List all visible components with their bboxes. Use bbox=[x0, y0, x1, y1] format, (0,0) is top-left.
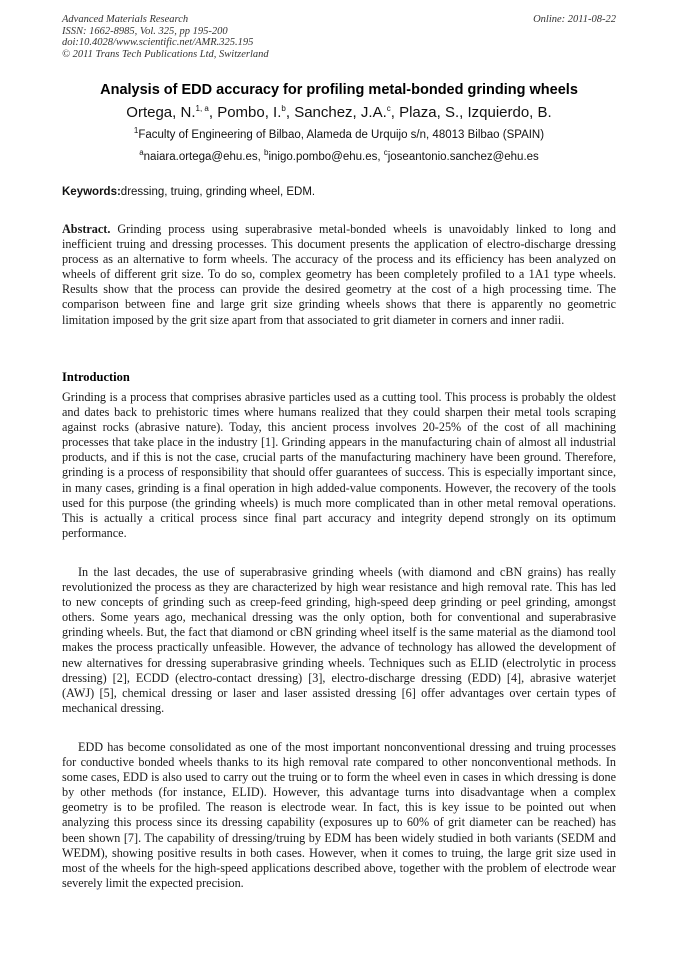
email-address: naiara.ortega@ehu.es bbox=[143, 151, 258, 163]
author-sup: c bbox=[386, 104, 391, 113]
author-name: Sanchez, J.A. bbox=[294, 104, 387, 121]
abstract bbox=[62, 222, 616, 328]
author-emails: $^a$naiara.ortega@ehu.es, $^b$inigo.pombo@ehu.es, $^c$joseantonio.sanchez@ehu.es bbox=[139, 148, 539, 163]
author-name: Plaza, S. bbox=[399, 104, 460, 121]
abstract-text: Grinding process using superabrasive metal-bonded wheels is unavoidably linked to long and inefficient truing and dressing processes. This document presents the application of electro-discharge dressing process as an alternative to form wheels. The accuracy of the process and its efficiency has been analyzed on wheels of different grit size. To do so, complex geometry has been completely profiled to a 1A1 type wheels. Results show that the process can provide the desired geometry at the cost of a high processing time. The comparison between fine and large grit size grinding wheels shows that there is apparently no geometric limitation imposed by the grit size apart from that associated to grit diameter in corners and inner radii. bbox=[62, 222, 617, 327]
author-name: Izquierdo, B. bbox=[467, 104, 552, 121]
intro-paragraph-3: EDD has become consolidated as one of the most important nonconventional dressing and truing processes for conductive bonded wheels thanks to its high removal rate compared to other nonconventional methods. In some cases, EDD is also used to carry out the truing or to form the wheel even in cases in which dressing is done by other methods (for instance, ELID). However, this advantage turns into disadvantage when a complex geometry is to be profiled. The reason is electrode wear. In fact, this is key issue to be pointed out when analyzing this process since its dressing capability (exposures up to 60% of grit diameter can be reached) has been shown [7]. The capability of dressing/truing by EDM has been widely studied in both variants (SEDM and WEDM), showing positive results in both cases. However, when it comes to truing, the large grit size used in most of the wheels for the high-speed applications described above, together with the problem of electrode wear severely limit the expected precision. bbox=[62, 740, 616, 890]
intro-paragraph-1: Grinding is a process that comprises abrasive particles used as a cutting tool. This process is probably the oldest and dates back to prehistoric times where humans realized that they could sharpen their metal tools scraping against rocks (abrasive nature). Today, this ancient process involves 20-25% of the cost of all machining processes that take place in the industry [1]. Grinding appears in the manufacturing chain of almost all industrial products, and if this is not the case, crucial parts of the manufacturing machinery have been ground. Therefore, grinding is a process of responsibility that should offer guarantees of success. This is especially important since, in many cases, grinding is a final operation in high added-value components. However, the recovery of the tools used for this purpose (the grinding wheels) is much more complicated than in other metal removal operations. This is actually a critical process since final part accuracy and integrity depend strongly on its optimum performance. bbox=[62, 390, 616, 540]
journal-info bbox=[62, 14, 269, 60]
email-address: inigo.pombo@ehu.es bbox=[268, 151, 378, 163]
email-address: joseantonio.sanchez@ehu.es bbox=[387, 151, 539, 163]
paper-title: Analysis of EDD accuracy for profiling metal-bonded grinding wheels bbox=[100, 82, 578, 98]
email-sup: c bbox=[383, 148, 388, 158]
author-sup: b bbox=[281, 104, 286, 113]
affiliation-sup: 1 bbox=[133, 126, 139, 136]
issn-line: ISSN: 1662-8985, Vol. 325, pp 195-200 bbox=[62, 25, 228, 37]
abstract-label: Abstract. bbox=[62, 222, 111, 236]
journal-name: Advanced Materials Research bbox=[62, 14, 189, 25]
affiliation bbox=[40, 126, 638, 141]
author-list: Ortega, N.$^{1, a}$, Pombo, I.$^b$, Sanchez, J.A.$^c$, Plaza, S., Izquierdo, B. bbox=[126, 104, 552, 121]
author-sup: 1, a bbox=[195, 104, 209, 113]
author-name: Pombo, I. bbox=[217, 104, 282, 121]
keywords-label: Keywords: bbox=[62, 186, 121, 198]
keywords bbox=[62, 186, 616, 198]
author-name: Ortega, N. bbox=[126, 104, 196, 121]
email-sup: b bbox=[264, 148, 269, 158]
affiliation-text: Faculty of Engineering of Bilbao, Alameda de Urquijo s/n, 48013 Bilbao (SPAIN) bbox=[138, 129, 545, 141]
email-sup: a bbox=[139, 148, 144, 158]
keywords-text: dressing, truing, grinding wheel, EDM. bbox=[120, 186, 316, 198]
copyright-line: © 2011 Trans Tech Publications Ltd, Switzerland bbox=[62, 48, 269, 60]
intro-paragraph-2: In the last decades, the use of superabrasive grinding wheels (with diamond and cBN grains) has really revolutionized the process as they are characterized by high wear resistance and high removal rate. This has led to new concepts of grinding such as creep-feed grinding, high-speed deep grinding or peel grinding, amongst others. Some years ago, mechanical dressing was the only option, both for conventional and superabrasive grinding wheels. But, the fact that diamond or cBN grinding wheel itself is the same material as the diamond tool makes the process practically unfeasible. However, the advance of technology has allowed the development of new alternatives for dressing superabrasive grinding wheels. Techniques such as ELID (electrolytic in process dressing) [2], ECDD (electro-contact dressing) [3], electro-discharge dressing (EDD) [4], abrasive waterjet (AWJ) [5], chemical dressing or laser and laser assisted dressing [6] offer advantages over certain types of mechanical dressing. bbox=[62, 565, 616, 715]
online-date: Online: 2011-08-22 bbox=[533, 14, 616, 25]
doi-line: doi:10.4028/www.scientific.net/AMR.325.195 bbox=[62, 37, 254, 48]
section-heading-introduction: Introduction bbox=[62, 370, 130, 384]
